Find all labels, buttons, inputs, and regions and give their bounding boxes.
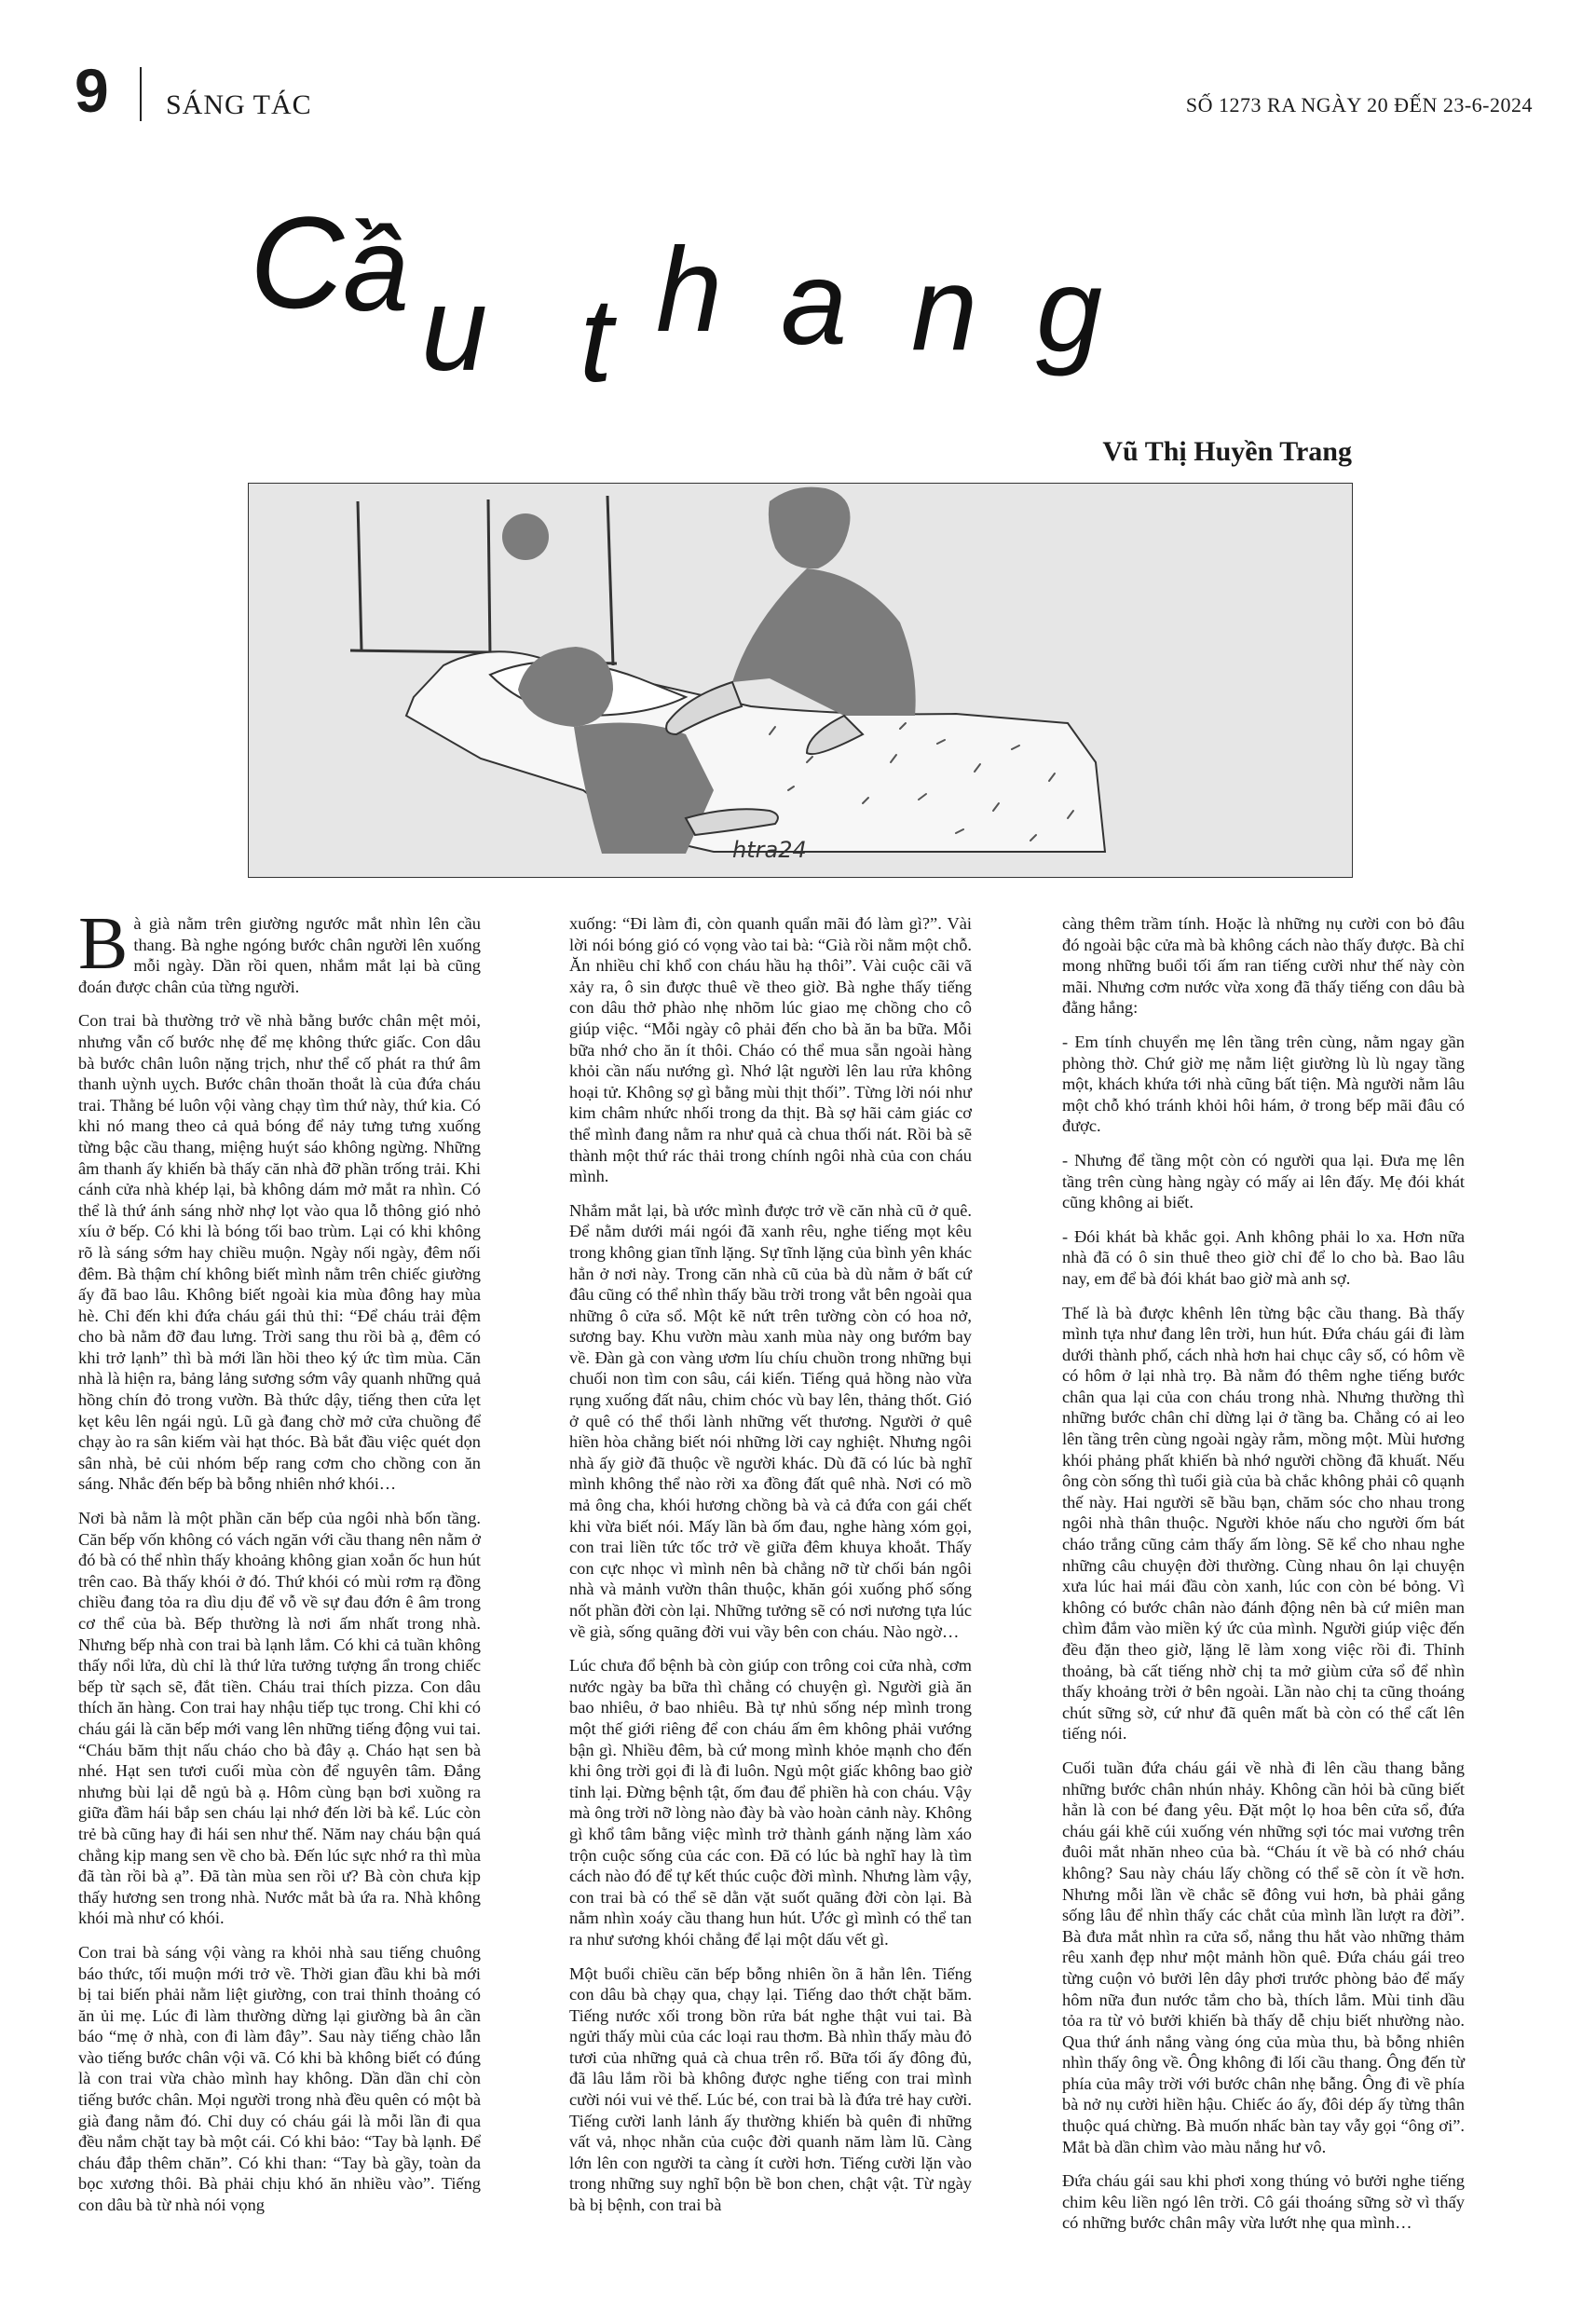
header-divider [140, 67, 142, 121]
page-number: 9 [75, 56, 109, 125]
issue-info: SỐ 1273 RA NGÀY 20 ĐẾN 23-6-2024 [1185, 93, 1533, 116]
paragraph: xuống: “Đi làm đi, còn quanh quẩn mãi đó làm gì?”. Vài lời nói bóng gió có vọng vào tai bà: “Già rồi nằm một chỗ. Ăn nhiều chỉ khổ con cháu hầu hạ thôi”. Vài cuộc cãi vã xảy ra, ô sin được thuê về theo giờ. Bà nghe thấy tiếng con dâu thở phào nhẹ nhõm lúc giao mẹ chồng cho cô giúp việc. “Mỗi ngày cô phải đến cho bà ăn ba bữa. Mỗi bữa nhớ cho ăn ít thôi. Cháo có thể mua sẵn ngoài hàng khỏi cần nấu nướng gì. Nhớ lật người lên lau rửa không hoại tử. Không sợ gì bằng mùi thịt thối”. Từng lời nói như kim châm nhức nhối trong da thịt. Bà sợ hãi cảm giác cơ thể mình đang nằm ra như quả cà chua thối nát. Rồi bà sẽ thành một thứ rác thải trong chính ngôi nhà của con cháu mình. [569, 914, 972, 1186]
paragraph [78, 903, 481, 997]
paragraph: Đứa cháu gái sau khi phơi xong thúng vỏ bưởi nghe tiếng chim kêu liền ngó lên trời. Cô gái thoáng sững sờ vì thấy có những bước chân mây vừa lướt nhẹ qua mình… [1062, 2171, 1465, 2233]
drop-cap: B [78, 903, 129, 985]
paragraph: Nơi bà nằm là một phần căn bếp của ngôi nhà bốn tầng. Căn bếp vốn không có vách ngăn với cầu thang nên nằm ở đó bà có thể nhìn thấy khoảng không gian xoắn ốc hun hút trên cao. Bà thấy khói ở đó. Thứ khói có mùi rơm rạ đồng chiều đang tỏa ra dìu dịu để vỗ về sự đau đớn ê âm trong cơ thể của bà. Bếp thường là nơi ấm nhất trong nhà. Nhưng bếp nhà con trai bà lạnh lắm. Có khi cả tuần không thấy nổi lửa, dù chỉ là thứ lửa tưởng tượng ẩn trong chiếc bếp từ sạch sẽ, đắt tiền. Cháu trai thích pizza. Con dâu thích ăn hàng. Con trai hay nhậu tiếp tục trong. Chỉ khi có cháu gái là căn bếp mới vang lên những tiếng động vui tai. “Cháu băm thịt nấu cháo cho bà đây ạ. Cháo hạt sen bà nhé. Hạt sen tươi cuối mùa còn để nguyên tâm. Đắng nhưng bùi lại dễ ngủ bà ạ. Hôm cùng bạn bơi xuồng ra giữa đầm hái bắp sen cháu lại nhớ đến lời bà kể. Lúc còn trẻ bà cũng hay đi hái sen như thế. Năm nay cháu bận quá chẳng kịp mang sen về cho bà. Đến lúc sực nhớ ra thì mùa đã tàn rồi bà ạ”. Đã tàn mùa sen rồi ư? Bà còn chưa kịp thấy hương sen trong nhà. Nước mắt bà ứa ra. Nhà không khói mà như có khói. [78, 1509, 481, 1928]
dialogue-line: - Nhưng để tầng một còn có người qua lại. Đưa mẹ lên tầng trên cùng hàng ngày có mấy ai lên đấy. Mẹ đói khát cũng không ai biết. [1062, 1150, 1465, 1212]
artist-signature: htra24 [732, 837, 807, 863]
paragraph: Con trai bà thường trở về nhà bằng bước chân mệt mỏi, nhưng vẫn cố bước nhẹ để mẹ không thức giấc. Con dâu bà bước chân luôn nặng trịch, như thể cố phát ra thứ âm thanh uỳnh uỵch. Bước chân thoăn thoắt là của đứa cháu trai. Thằng bé luôn vội vàng chạy tìm thứ này, thứ kia. Có khi nó mang theo cả quả bóng để nảy tưng tưng xuống từng bậc cầu thang, miệng huýt sáo không ngừng. Những âm thanh ấy khiến bà thấy căn nhà đỡ phần trống trải. Khi cánh cửa nhà khép lại, bà không dám mở mắt ra nhìn. Có thể là thứ ánh sáng nhờ nhợ lọt vào qua lỗ thông gió nhỏ xíu ở bếp. Có khi là bóng tối bao trùm. Lại có khi không rõ là sáng sớm hay chiều muộn. Ngày nối ngày, đêm nối đêm. Bà thậm chí không biết mình nằm trên chiếc giường ấy đã bao lâu. Không biết ngoài kia mùa đông hay mùa hè. Chỉ đến khi đứa cháu gái thủ thỉ: “Để cháu trải đệm cho bà nằm đỡ đau lưng. Trời sang thu rồi bà ạ, đêm có khi trở lạnh” thì bà mới lần hồi theo ký ức tìm mùa. Căn nhà là hiện ra, bảng lảng sương sớm vây quanh những quả hồng chín đỏ trong vườn. Bà thức dậy, tiếng then cửa lẹt kẹt kêu lên ngái ngủ. Lũ gà đang chờ mở cửa chuồng để chạy ào ra sân kiếm vài hạt thóc. Bà bắt đầu việc quét dọn sân nhà, bẻ củi nhóm bếp rang cơm cho chồng con ăn sáng. Nhắc đến bếp bà bỗng nhiên nhớ khói… [78, 1011, 481, 1494]
article-column-1 [78, 903, 481, 2229]
paragraph: Thế là bà được khênh lên từng bậc cầu thang. Bà thấy mình tựa như đang lên trời, hun hút. Đứa cháu gái đi làm dưới thành phố, cách nhà hơn hai chục cây số, có hôm về có hôm ở lại nhà trọ. Bà nằm đó thêm nghe tiếng bước chân qua lại của con cháu trong nhà. Nhưng thường thì những bước chân chỉ dừng lại ở tầng ba. Chẳng có ai leo lên tầng trên cùng ngoài ngày rằm, mồng một. Mùi hương khói phảng phất khiến bà nhớ người chồng đã khuất. Nếu ông còn sống thì tuổi già của bà chắc không phải cô quạnh thế này. Hai người sẽ bầu bạn, chăm sóc cho nhau trong ngôi nhà thân thuộc. Người khỏe nấu cho người ốm bát cháo trắng cũng cảm thấy ấm lòng. Sẽ kể cho nhau nghe những câu chuyện đời thường. Cùng nhau ôn lại chuyện xưa lúc hai mái đầu còn xanh, lúc con còn bé bỏng. Vì không có bước chân nào đánh động nên bà cứ miên man chìm đắm vào miền ký ức của mình. Người giúp việc đến đều đặn theo giờ, lặng lẽ làm xong việc rồi đi. Thỉnh thoảng, bà cất tiếng nhờ chị ta mở giùm cửa sổ để nhìn thấy khoảng trời ở bên ngoài. Lần nào chị ta cũng thoáng chút sững sờ, cứ như đã quên mất bà còn có thể cất lên tiếng nói. [1062, 1303, 1465, 1744]
paragraph: Một buổi chiều căn bếp bỗng nhiên ồn ã hẳn lên. Tiếng con dâu bà chạy qua, chạy lại. Tiếng dao thớt chặt băm. Tiếng nước xối trong bồn rửa bát nghe thật vui tai. Bà ngửi thấy mùi của các loại rau thơm. Bà nhìn thấy màu đỏ tươi của những quả cà chua trên rổ. Bữa tối ấy đông đủ, đã lâu lắm rồi bà không được nghe tiếng con trai mình cười nói vui vẻ thế. Lúc bé, con trai bà là đứa trẻ hay cười. Tiếng cười lanh lảnh ấy thường khiến bà quên đi những vất vả, nhọc nhằn của cuộc đời quanh năm làm lũ. Càng lớn lên con người ta càng ít cười hơn. Tiếng cười lặn vào trong những suy nghĩ bộn bề bon chen, chật vật. Từ ngày bà bị bệnh, con trai bà [569, 1963, 972, 2215]
title-letter: h [656, 224, 723, 357]
paragraph: càng thêm trầm tính. Hoặc là những nụ cười con bỏ đâu đó ngoài bậc cửa mà bà không cách nào thấy được. Bà chỉ mong những buổi tối ấm ran tiếng cười như thế này còn mãi. Nhưng cơm nước vừa xong đã thấy tiếng con dâu bà đằng hắng: [1062, 914, 1465, 1018]
title-letter: C [250, 189, 345, 335]
paragraph: Con trai bà sáng vội vàng ra khỏi nhà sau tiếng chuông báo thức, tối muộn mới trở về. Thời gian đầu khi bà mới bị tai biến phải nằm liệt giường, con trai thỉnh thoảng có ăn ủi mẹ. Lúc đi làm thường dừng lại giường bà ân cần báo “mẹ ở nhà, con đi làm đây”. Sau này tiếng chào lẫn vào tiếng bước chân vội vã. Có khi bà không biết có đúng là con trai vừa chào mình hay không. Dần dần chỉ còn tiếng bước chân. Mọi người trong nhà đều quên có một bà già đang nằm đó. Chỉ duy có cháu gái là mỗi lần đi qua đều nắm chặt tay bà một cái. Có khi bảo: “Tay bà lạnh. Để cháu đắp thêm chăn”. Có khi than: “Tay bà gầy, toàn da bọc xương thôi. Bà phải chịu khó ăn nhiều vào”. Tiếng con dâu bà từ nhà nói vọng [78, 1942, 481, 2215]
title-letter: n [911, 242, 978, 376]
moon-drawing [502, 513, 549, 560]
title-letter: t [580, 274, 613, 407]
title-letter: a [781, 237, 848, 370]
author-byline: Vũ Thị Huyền Trang [1102, 436, 1352, 467]
article-illustration [248, 483, 1353, 878]
section-label: SÁNG TÁC [166, 89, 312, 120]
paragraph: Cuối tuần đứa cháu gái về nhà đi lên cầu thang bằng những bước chân nhún nhảy. Không cần hỏi bà cũng biết hẳn là con bé đang yêu. Đặt một lọ hoa bên cửa sổ, đứa cháu gái khẽ cúi xuống vén những sợi tóc mai vương trên đuôi mắt nhăn nheo của bà. “Cháu ít về bà có nhớ cháu không? Sau này cháu lấy chồng có thể sẽ còn ít về hơn. Nhưng mỗi lần về chắc sẽ đông vui hơn, bà phải gắng sống lâu để nhìn thấy các chắt của mình lần lượt ra đời”. Bà đưa mắt nhìn ra cửa sổ, nắng thu hắt vào những thảm rêu xanh đẹp như một mảnh hồn quê. Đứa cháu gái treo từng cuộn vỏ bưởi lên dây phơi trước phòng bảo để mấy hôm nữa đun nước tắm cho bà, thích lắm. Mùi tinh dầu tỏa ra từ vỏ bưởi khiến bà thấy dễ chịu biết nhường nào. Qua thứ ánh nắng vàng óng của mùa thu, bà bỗng nhiên nhìn thấy ông về. Ông không đi lối cầu thang. Ông đến từ phía của mây trời với bước chân nhẹ bẫng. Ông đi về phía bà nở nụ cười hiền hậu. Chiếc áo ấy, đôi dép ấy từng thân thuộc quá chừng. Bà muốn nhấc bàn tay vẫy gọi “ông ơi”. Mắt bà dần chìm vào màu nắng hư vô. [1062, 1758, 1465, 2156]
article-column-3 [1062, 913, 1465, 2247]
dialogue-line: - Đói khát bà khắc gọi. Anh không phải lo xa. Hơn nữa nhà đã có ô sin thuê theo giờ chỉ để lo cho bà. Bao lâu nay, em để bà đói khát bao giờ mà anh sợ. [1062, 1226, 1465, 1288]
paragraph-text: à già nằm trên giường ngước mắt nhìn lên cầu thang. Bà nghe ngóng bước chân người lên xuống mỗi ngày. Dần rồi quen, nhắm mắt lại bà cũng đoán được chân của từng người. [78, 914, 481, 996]
title-letter: g [1036, 244, 1103, 377]
title-letter: u [421, 263, 488, 396]
title-letter: ầ [343, 203, 410, 336]
paragraph: Nhắm mắt lại, bà ước mình được trở về căn nhà cũ ở quê. Để nằm dưới mái ngói đã xanh rêu, nghe tiếng mọt kêu trong không gian tĩnh lặng. Sự tĩnh lặng của bình yên khác hẳn ở nơi này. Trong căn nhà cũ của bà dù nằm ở bất cứ đâu cũng có thể nhìn thấy bầu trời trong vắt bên ngoài qua những ô cửa sổ. Một kẽ nứt trên tường còn có hoa nở, sương bay. Khu vườn màu xanh mùa này ong bướm bay về. Đàn gà con vàng ươm líu chíu chuồn trong những bụi chuối non tìm con sâu, cái kiến. Tiếng quả hồng nào vừa rụng xuống đất nâu, chim chóc vù bay lên, thảng thốt. Gió ở quê có thể thổi lành những vết thương. Người ở quê hiền hòa chẳng biết nói những lời cay nghiệt. Nhưng ngôi nhà ấy giờ đã thuộc về người khác. Dù đã có lúc bà nghĩ mình không thể nào rời xa đồng đất quê nhà. Nơi có mồ mả ông cha, khói hương chồng bà và cả đứa con gái chết khi vừa biết nói. Mấy lần bà ốm đau, nghe hàng xóm gọi, con trai liền tức tốc trở về giữa đêm khuya khoắt. Thấy con cực nhọc vì mình nên bà chẳng nỡ từ chối bán ngôi nhà và mảnh vườn thân thuộc, khăn gói xuống phố sống nốt phần đời còn lại. Những tưởng sẽ có nơi nương tựa lúc về già, sống quãng đời vui vầy bên con cháu. Nào ngờ… [569, 1200, 972, 1641]
paragraph: Lúc chưa đổ bệnh bà còn giúp con trông coi cửa nhà, cơm nước ngày ba bữa thì chẳng có chuyện gì. Người già ăn bao nhiêu, ở bao nhiêu. Bà tự nhủ sống nép mình trong một thế giới riêng để con cháu ấm êm không phải vướng bận gì. Nhiều đêm, bà cứ mong mình khỏe mạnh cho đến khi ông trời gọi đi là đi luôn. Ngủ một giấc không bao giờ tỉnh lại. Đừng bệnh tật, ốm đau để phiền hà con cháu. Vậy mà ông trời nỡ lòng nào đày bà vào hoàn cảnh này. Không gì khổ tâm bằng việc mình trở thành gánh nặng làm xáo trộn cuộc sống của các con. Đã có lúc bà nghĩ hay là tìm cách nào đó để tự kết thúc cuộc đời mình. Nhưng làm vậy, con trai bà có thể sẽ dằn vặt suốt quãng đời còn lại. Bà nằm nhìn xoáy cầu thang hun hút. Ước gì mình có thể tan ra như sương khói chẳng để lại một dấu vết gì. [569, 1656, 972, 1949]
dialogue-line: - Em tính chuyển mẹ lên tầng trên cùng, nằm ngay gần phòng thờ. Chứ giờ mẹ nằm liệt giường lù lù ngay tầng một, khách khứa tới nhà cũng bất tiện. Mà người nằm lâu một chỗ khó tránh khỏi hôi hám, ở trong bếp mãi đâu có được. [1062, 1032, 1465, 1136]
article-column-2 [569, 913, 972, 2229]
